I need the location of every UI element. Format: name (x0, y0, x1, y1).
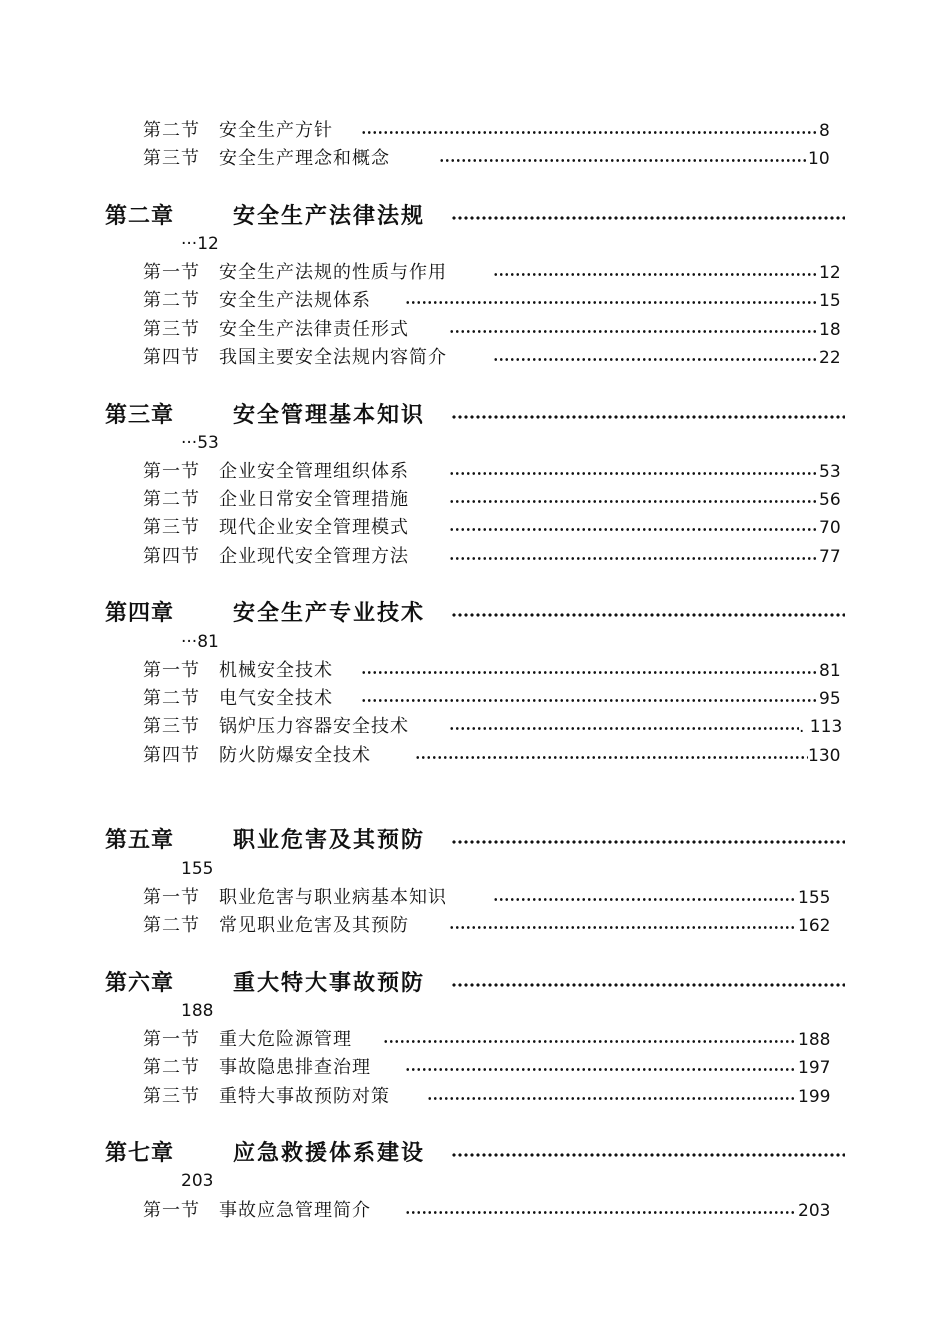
toc-section-2-1[interactable] (143, 261, 843, 285)
dot-leader (415, 756, 808, 759)
section-title: 职业危害与职业病基本知识 (219, 887, 447, 908)
dot-leader (449, 528, 817, 531)
toc-section-5-1[interactable] (143, 886, 843, 910)
toc-chapter-4[interactable] (105, 599, 845, 629)
page-number: 8 (819, 121, 830, 141)
toc-section-6-2[interactable] (143, 1056, 843, 1080)
chapter-number: 第六章 (105, 971, 175, 996)
dot-leader (449, 926, 797, 929)
dot-leader (383, 1040, 797, 1043)
page-number: 188 (798, 1030, 831, 1050)
chapter-title: 安全生产法律法规 (233, 204, 426, 229)
dot-leader (451, 1153, 845, 1157)
toc-section-1-2[interactable] (143, 119, 843, 143)
toc-section-3-4[interactable] (143, 545, 843, 569)
toc-section-6-3[interactable] (143, 1085, 843, 1109)
section-number: 第二节 (143, 1057, 200, 1078)
toc-chapter-2[interactable] (105, 202, 845, 232)
section-title: 机械安全技术 (219, 660, 333, 681)
page-number: 70 (819, 518, 841, 538)
section-title: 安全生产法规的性质与作用 (219, 262, 447, 283)
chapter-number: 第四章 (105, 601, 175, 626)
section-title: 现代企业安全管理模式 (219, 517, 409, 538)
section-number: 第一节 (143, 1029, 200, 1050)
toc-section-6-1[interactable] (143, 1028, 843, 1052)
chapter-2-page-number: ···12 (181, 234, 219, 254)
chapter-title: 安全管理基本知识 (233, 403, 426, 428)
section-title: 安全生产法规体系 (219, 290, 371, 311)
section-title: 企业日常安全管理措施 (219, 489, 409, 510)
dot-leader (451, 415, 845, 419)
section-number: 第二节 (143, 120, 200, 141)
page-number: 10 (808, 149, 830, 169)
chapter-title: 重大特大事故预防 (233, 971, 426, 996)
dot-leader (449, 557, 817, 560)
toc-section-4-2[interactable] (143, 687, 843, 711)
section-title: 企业现代安全管理方法 (219, 546, 409, 567)
dot-leader (361, 131, 818, 134)
dot-leader (449, 330, 817, 333)
dot-leader (449, 500, 817, 503)
dot-leader (451, 840, 845, 844)
section-number: 第三节 (143, 1086, 200, 1107)
toc-section-7-1[interactable] (143, 1199, 843, 1223)
dot-leader (451, 983, 845, 987)
section-number: 第三节 (143, 716, 200, 737)
dot-leader (405, 301, 817, 304)
chapter-number: 第五章 (105, 828, 175, 853)
page-number: 130 (808, 746, 841, 766)
section-title: 电气安全技术 (219, 688, 333, 709)
chapter-4-page-number: ···81 (181, 632, 219, 652)
page-number: . 113 (799, 717, 843, 737)
chapter-title: 职业危害及其预防 (233, 828, 426, 853)
toc-chapter-5[interactable] (105, 826, 845, 856)
dot-leader (449, 472, 817, 475)
section-number: 第二节 (143, 290, 200, 311)
page-number: 15 (819, 291, 841, 311)
dot-leader (405, 1211, 797, 1214)
page-number: 95 (819, 689, 841, 709)
page-number: 81 (819, 661, 841, 681)
toc-section-5-2[interactable] (143, 914, 843, 938)
toc-section-4-3[interactable] (143, 715, 843, 739)
chapter-3-page-number: ···53 (181, 433, 219, 453)
dot-leader (451, 216, 845, 220)
dot-leader (439, 159, 808, 162)
section-number: 第一节 (143, 660, 200, 681)
section-number: 第二节 (143, 489, 200, 510)
chapter-title: 应急救援体系建设 (233, 1141, 426, 1166)
toc-section-2-3[interactable] (143, 318, 843, 342)
toc-section-2-4[interactable] (143, 346, 843, 370)
toc-chapter-7[interactable] (105, 1139, 845, 1169)
section-title: 锅炉压力容器安全技术 (219, 716, 409, 737)
page-number: 56 (819, 490, 841, 510)
page-number: 22 (819, 348, 841, 368)
toc-chapter-6[interactable] (105, 969, 845, 999)
page-number: 77 (819, 547, 841, 567)
page-number: 203 (798, 1201, 831, 1221)
chapter-number: 第七章 (105, 1141, 175, 1166)
toc-chapter-3[interactable] (105, 401, 845, 431)
dot-leader (493, 898, 797, 901)
page-number: 199 (798, 1087, 831, 1107)
page-number: 197 (798, 1058, 831, 1078)
chapter-title: 安全生产专业技术 (233, 601, 426, 626)
section-number: 第一节 (143, 1200, 200, 1221)
dot-leader (405, 1068, 797, 1071)
section-number: 第四节 (143, 745, 200, 766)
dot-leader (449, 727, 799, 730)
chapter-7-page-number: 203 (181, 1171, 214, 1191)
dot-leader (361, 699, 817, 702)
section-number: 第四节 (143, 546, 200, 567)
toc-section-4-1[interactable] (143, 659, 843, 683)
section-number: 第一节 (143, 887, 200, 908)
dot-leader (451, 613, 845, 617)
section-number: 第三节 (143, 517, 200, 538)
section-title: 安全生产法律责任形式 (219, 319, 409, 340)
toc-section-4-4[interactable] (143, 744, 843, 768)
section-number: 第三节 (143, 148, 200, 169)
toc-section-2-2[interactable] (143, 289, 843, 313)
section-title: 重大危险源管理 (219, 1029, 352, 1050)
chapter-number: 第二章 (105, 204, 175, 229)
chapter-5-page-number: 155 (181, 859, 214, 879)
section-number: 第一节 (143, 461, 200, 482)
page-number: 162 (798, 916, 831, 936)
dot-leader (361, 671, 817, 674)
section-title: 防火防爆安全技术 (219, 745, 371, 766)
section-title: 我国主要安全法规内容简介 (219, 347, 447, 368)
section-title: 安全生产方针 (219, 120, 333, 141)
toc-section-3-3[interactable] (143, 516, 843, 540)
page-number: 18 (819, 320, 841, 340)
section-number: 第三节 (143, 319, 200, 340)
toc-section-1-3[interactable] (143, 147, 843, 171)
section-number: 第二节 (143, 915, 200, 936)
section-number: 第四节 (143, 347, 200, 368)
section-title: 事故隐患排查治理 (219, 1057, 371, 1078)
dot-leader (427, 1097, 797, 1100)
section-title: 安全生产理念和概念 (219, 148, 390, 169)
section-number: 第二节 (143, 688, 200, 709)
section-title: 重特大事故预防对策 (219, 1086, 390, 1107)
section-number: 第一节 (143, 262, 200, 283)
page-number: 53 (819, 462, 841, 482)
page-number: 12 (819, 263, 841, 283)
section-title: 企业安全管理组织体系 (219, 461, 409, 482)
page-number: 155 (798, 888, 831, 908)
toc-section-3-2[interactable] (143, 488, 843, 512)
chapter-6-page-number: 188 (181, 1001, 214, 1021)
chapter-number: 第三章 (105, 403, 175, 428)
section-title: 事故应急管理简介 (219, 1200, 371, 1221)
section-title: 常见职业危害及其预防 (219, 915, 409, 936)
toc-section-3-1[interactable] (143, 460, 843, 484)
dot-leader (493, 358, 817, 361)
dot-leader (493, 273, 817, 276)
